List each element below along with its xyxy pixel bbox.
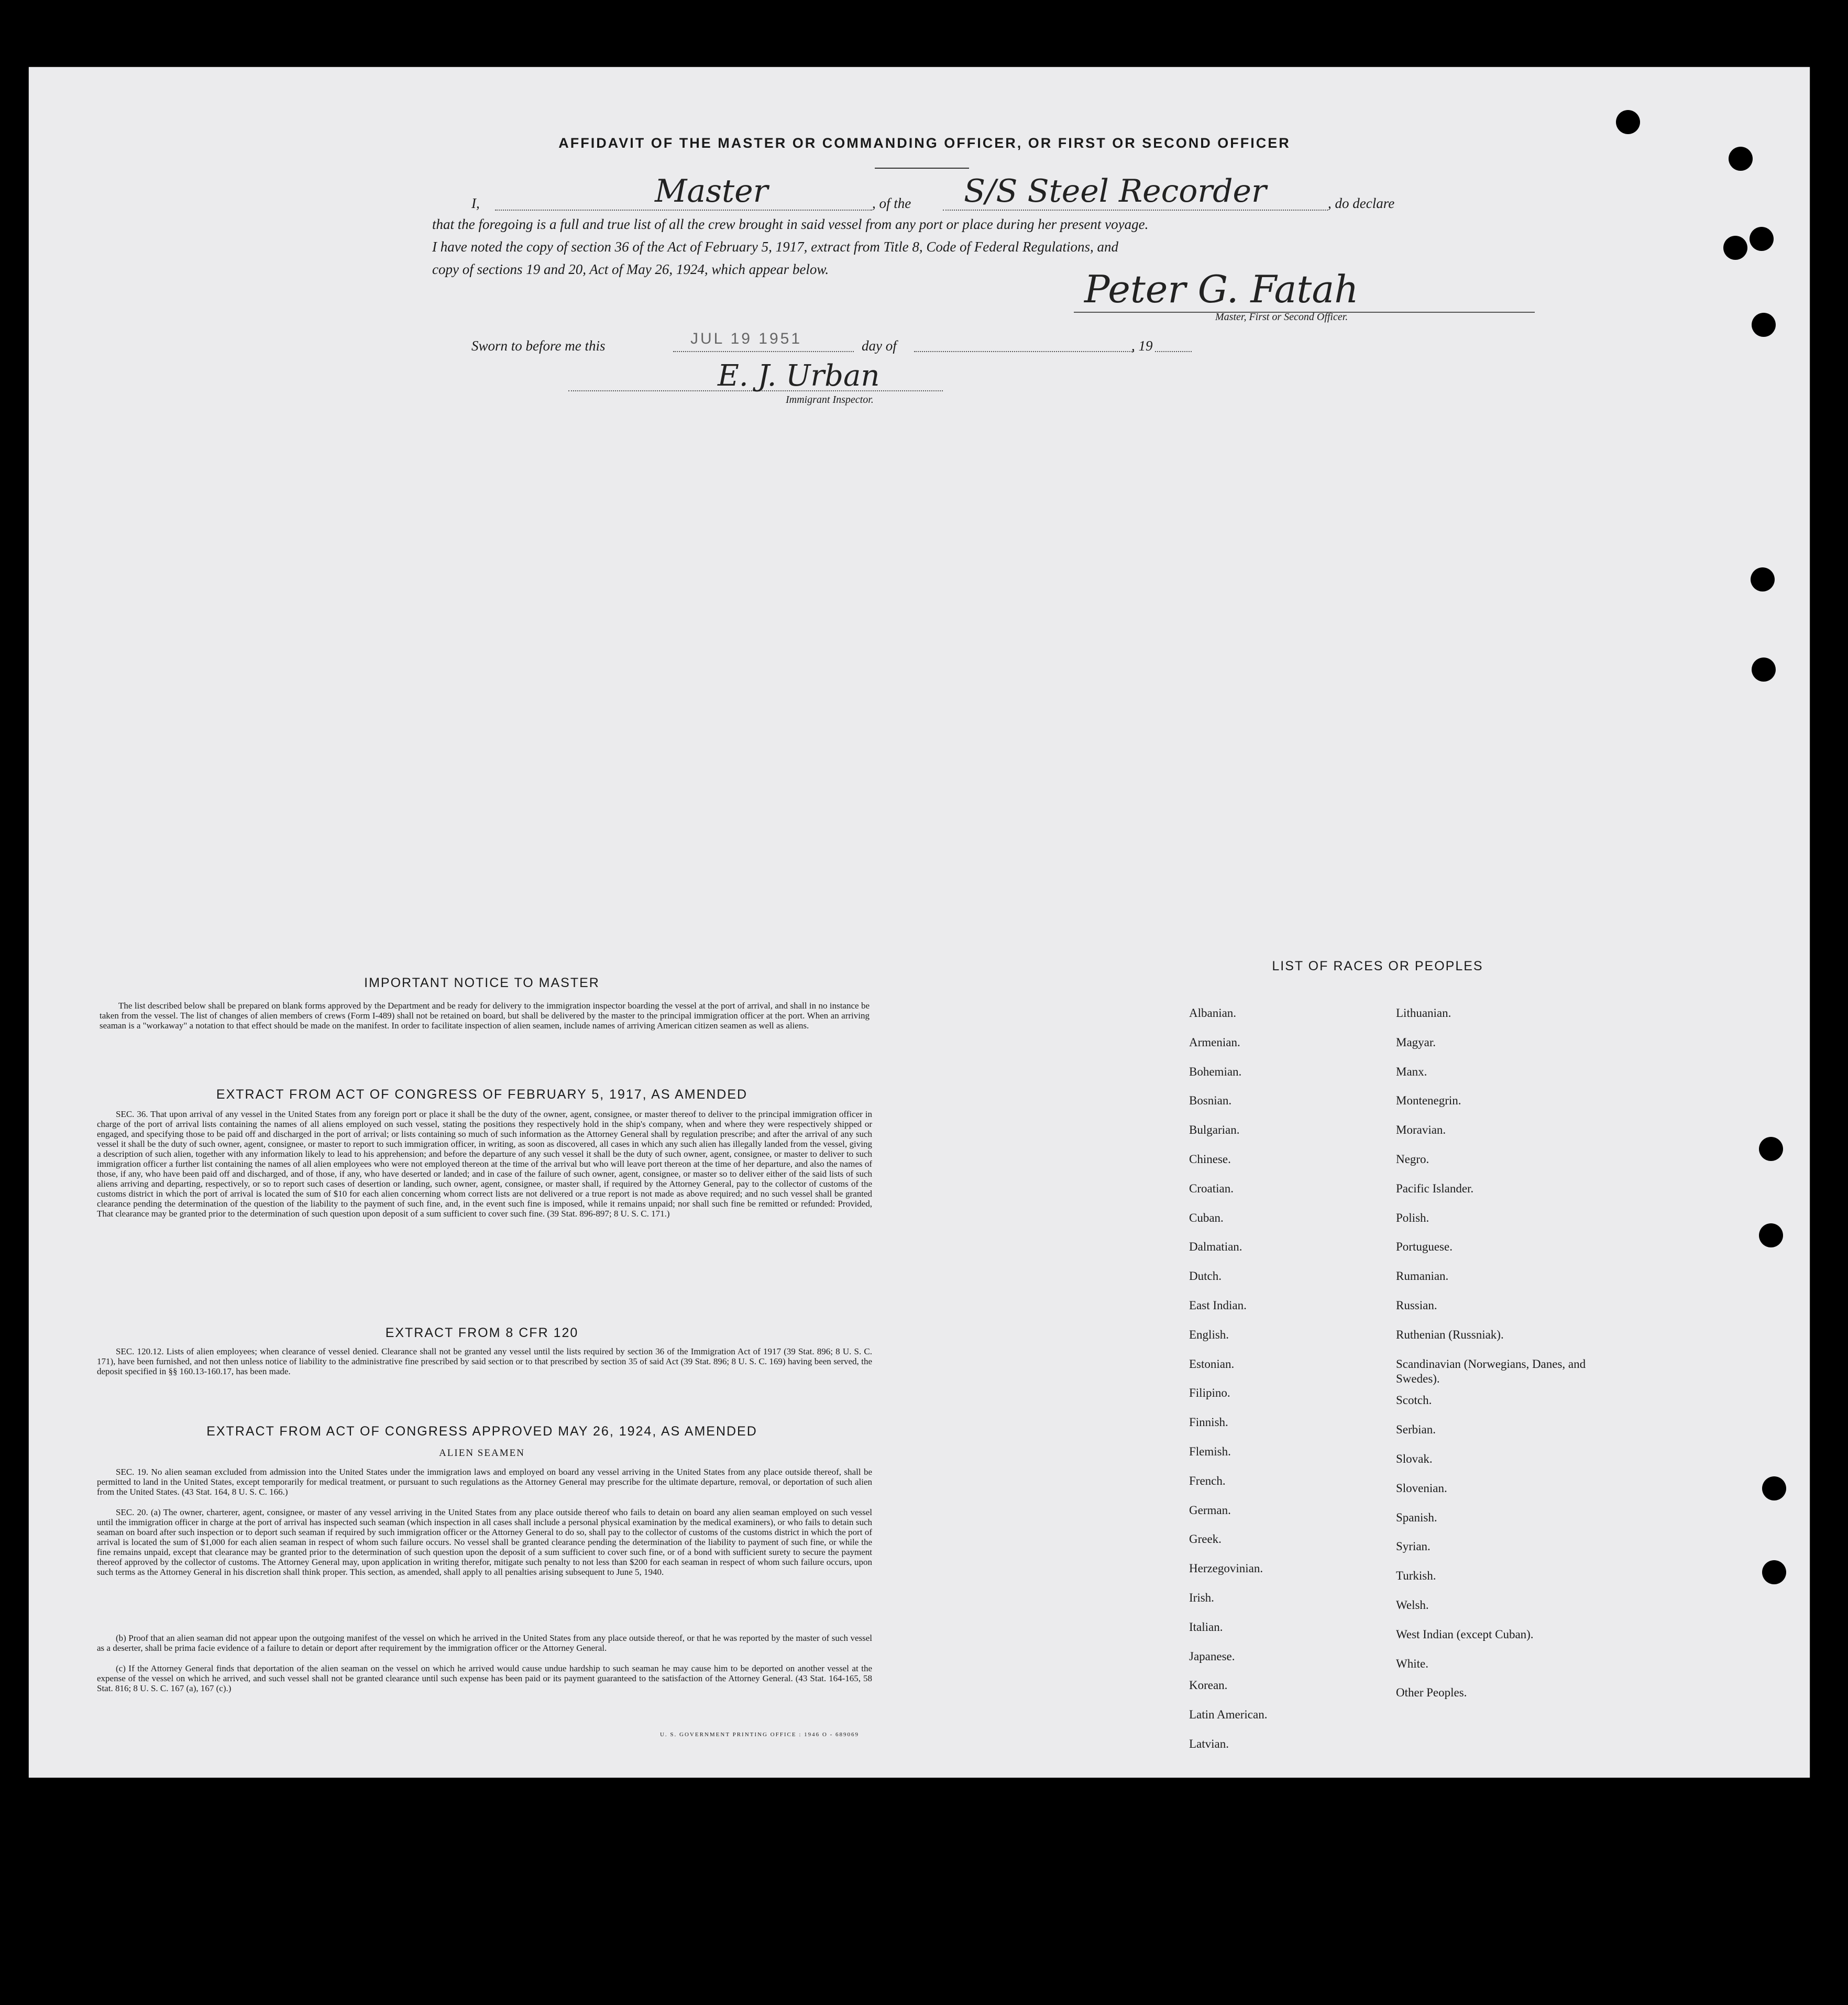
race-right-item: Scotch. [1396, 1394, 1432, 1407]
month-line [914, 351, 1134, 352]
punch-hole [1752, 313, 1776, 337]
punch-hole [1759, 1137, 1783, 1161]
master-signature: Peter G. Fatah [1084, 267, 1359, 311]
race-right-item: Manx. [1396, 1065, 1427, 1078]
race-right-item: Lithuanian. [1396, 1006, 1451, 1020]
race-right-item: Turkish. [1396, 1569, 1436, 1583]
extract-1924-para-1: SEC. 19. No alien seaman excluded from admission into the United States under the immigration laws and employed on board any vessel arriving in the United States from any place outside thereof, shall be permitted to land in the United States, except temporarily for medical treatment, or pursuant to such regulations as the Attorney General may prescribe for the ultimate departure, removal, or deportation of such alien from the United States. (43 Stat. 164, 8 U. S. C. 166.) [97, 1467, 872, 1497]
race-right-item: Slovak. [1396, 1452, 1433, 1465]
race-left-item: Croatian. [1189, 1181, 1234, 1195]
races-title: LIST OF RACES OR PEOPLES [1272, 959, 1483, 973]
extract-1917-text: SEC. 36. That upon arrival of any vessel in the United States from any foreign port or place it shall be the duty of the owner, agent, consignee, or master thereof to deliver to the principal immigration officer in charge of the port of arrival lists containing the names of all aliens employed on such vessel, stating the positions they respectively hold in the ship's company, when and where they were respectively shipped or engaged, and specifying those to be paid off and discharged in the port of arrival; or lists containing so much of such information as the Attorney General shall by regulation prescribe; and after the arrival of any such vessel it shall be the duty of such owner, agent, consignee, or master to report to such immigration officer, in writing, as soon as discovered, all cases in which any such alien has illegally landed from the vessel, giving a description of such alien, together with any information likely to lead to his apprehension; and before the departure of any such vessel it shall be the duty of such owner, agent, consignee, or master to deliver to such immigration officer a further list containing the names of all alien employees who were not employed thereon at the time of the arrival but who will leave port thereon at the time of her departure, and also the names of those, if any, who have been paid off and discharged, and of those, if any, who have deserted or landed; and in case of the failure of such owner, agent, consignee, or master so to deliver either of the said lists of such aliens arriving and departing, respectively, or so to report such cases of desertion or landing, such owner, agent, consignee, or master shall, if required by the Attorney General, pay to the collector of customs of the customs district in which the port of arrival is located the sum of $10 for each alien concerning whom correct lists are not delivered or a true report is not made as above required; and no such vessel shall be granted clearance pending the determination of the question of the liability to the payment of such fine, and, in the event such fine is imposed, while it remains unpaid; nor shall such fine be remitted or refunded: Provided, That clearance may be granted prior to the determination of such question upon deposit of a sum sufficient to cover such fine. (39 Stat. 896-897; 8 U. S. C. 171.) [97, 1109, 872, 1219]
punch-hole [1616, 110, 1640, 134]
day-of-label: day of [862, 338, 897, 354]
punch-hole [1759, 1223, 1783, 1247]
sworn-date-line [673, 351, 854, 352]
race-left-item: Latvian. [1189, 1737, 1229, 1750]
extract-cfr-text: SEC. 120.12. Lists of alien employees; when clearance of vessel denied. Clearance shall not be granted any vessel until the lists required by section 36 of the Immigration Act of 1917 (39 Stat. 896; 8 U. S. C. 171), have been furnished, and not then unless notice of liability to the administrative fine prescribed by said section or to that prescribed by section 35 of said Act (39 Stat. 896; 8 U. S. C. 169) having been served, the deposit specified in §§ 160.13-160.17, has been made. [97, 1346, 872, 1376]
race-right-item: Other Peoples. [1396, 1686, 1467, 1700]
extract-1924-para-4: (c) If the Attorney General finds that deportation of the alien seaman on the vessel on which he arrived would cause undue hardship to such seaman he may cause him to be deported on another vessel at the expense of the vessel on which he arrived, and such vessel shall not be granted clearance until such expense has been paid or its payment guaranteed to the satisfaction of the Attorney General. (43 Stat. 164-165, 58 Stat. 816; 8 U. S. C. 167 (a), 167 (c).) [97, 1663, 872, 1693]
of-the-label: , of the [872, 195, 911, 211]
vessel-handwritten: S/S Steel Recorder [964, 173, 1267, 210]
race-left-item: Cuban. [1189, 1211, 1224, 1224]
race-right-item: Slovenian. [1396, 1481, 1447, 1495]
affidavit-body-line-3: copy of sections 19 and 20, Act of May 26, 1924, which appear below. [432, 261, 829, 277]
race-right-item: Magyar. [1396, 1035, 1436, 1049]
races-left-column [1189, 999, 1378, 1759]
date-stamp: JUL 19 1951 [690, 330, 802, 347]
punch-hole [1751, 567, 1775, 591]
race-left-item: Dalmatian. [1189, 1240, 1242, 1254]
extract-1924-title: EXTRACT FROM ACT OF CONGRESS APPROVED MAY 26, 1924, AS AMENDED [206, 1424, 757, 1439]
punch-hole [1750, 227, 1774, 251]
race-left-item: Herzegovinian. [1189, 1562, 1263, 1575]
race-left-item: Irish. [1189, 1591, 1214, 1604]
officer-line [495, 210, 872, 211]
notice-title: IMPORTANT NOTICE TO MASTER [364, 976, 600, 990]
race-right-item: Pacific Islander. [1396, 1181, 1474, 1195]
sworn-label: Sworn to before me this [471, 338, 606, 354]
race-right-item: Negro. [1396, 1152, 1429, 1166]
extract-cfr-title: EXTRACT FROM 8 CFR 120 [385, 1325, 579, 1340]
affidavit-body-line-2: I have noted the copy of section 36 of the Act of February 5, 1917, extract from Title 8, Code of Federal Regulations, and [432, 239, 1119, 255]
race-left-item: Japanese. [1189, 1649, 1235, 1663]
punch-hole [1762, 1560, 1786, 1584]
inspector-signature: E. J. Urban [718, 359, 880, 393]
race-left-item: Bohemian. [1189, 1065, 1242, 1078]
printer-imprint: U. S. GOVERNMENT PRINTING OFFICE : 1946 O - 689069 [659, 1732, 859, 1738]
race-right-item: Welsh. [1396, 1598, 1429, 1612]
title-rule [875, 168, 969, 169]
race-left-item: Dutch. [1189, 1269, 1222, 1283]
punch-hole [1723, 236, 1747, 260]
race-left-item: Latin American. [1189, 1708, 1268, 1722]
race-right-item: White. [1396, 1657, 1428, 1670]
race-right-item: Polish. [1396, 1211, 1429, 1224]
race-left-item: Bosnian. [1189, 1094, 1232, 1108]
extract-1924-subtitle: ALIEN SEAMEN [439, 1448, 525, 1459]
race-right-item: Rumanian. [1396, 1269, 1449, 1283]
extract-1924-para-2: SEC. 20. (a) The owner, charterer, agent, consignee, or master of any vessel arriving in the United States from any place outside thereof who fails to detain on board any alien seaman employed on such vessel until the immigration officer in charge at the port of arrival has inspected such seaman (which inspection in all cases shall include a personal physical examination by the medical examiners), or who fails to detain such seaman on board after such inspection or to deport such seaman if required by such immigration officer or the Attorney General to do so, shall pay to the collector of customs of the customs district in which the port of arrival is located the sum of $1,000 for each alien seaman in respect of whom such failure occurs. No vessel shall be granted clearance pending the determination of the liability to payment of such fine, or while the fine remains unpaid, except that clearance may be granted prior to the determination of such question upon the deposit of a sum sufficient to cover such fine, or of a bond with sufficient surety to secure the payment thereof approved by the collector of customs. The Attorney General may, upon application in writing therefor, mitigate such penalty to not less than $200 for each seaman in respect of whom such failure occurs, upon such terms as the Attorney General in his discretion shall think proper. This section, as amended, shall apply to all penalties arising subsequent to June 5, 1940. [97, 1507, 872, 1577]
officer-handwritten: Master [655, 173, 768, 210]
signature-caption: Master, First or Second Officer. [1215, 311, 1348, 323]
races-right-column [1396, 999, 1626, 1707]
race-right-item: Spanish. [1396, 1510, 1437, 1524]
affidavit-title: AFFIDAVIT OF THE MASTER OR COMMANDING OFFICER, OR FIRST OR SECOND OFFICER [558, 135, 1291, 151]
race-left-item: Armenian. [1189, 1035, 1240, 1049]
extract-1924-para-3: (b) Proof that an alien seaman did not appear upon the outgoing manifest of the vessel on which he arrived in the United States from any place outside thereof, or that he was reported by the master of such vessel as a deserter, shall be prima facie evidence of a failure to detain or deport after requirement by the immigration officer or the Attorney General. [97, 1633, 872, 1653]
race-left-item: German. [1189, 1503, 1231, 1517]
race-left-item: Estonian. [1189, 1357, 1235, 1371]
race-right-item: Scandinavian (Norwegians, Danes, and Swedes). [1396, 1357, 1586, 1385]
race-left-item: Chinese. [1189, 1152, 1231, 1166]
race-left-item: Filipino. [1189, 1386, 1230, 1400]
extract-1917-title: EXTRACT FROM ACT OF CONGRESS OF FEBRUARY 5, 1917, AS AMENDED [216, 1087, 748, 1102]
affidavit-body-line-1: that the foregoing is a full and true list of all the crew brought in said vessel from any port or place during her present voyage. [432, 216, 1149, 232]
race-right-item: Ruthenian (Russniak). [1396, 1328, 1504, 1341]
vessel-line [943, 210, 1328, 211]
year-line [1155, 351, 1192, 352]
race-left-item: Korean. [1189, 1679, 1228, 1692]
race-left-item: English. [1189, 1328, 1229, 1341]
punch-hole [1729, 147, 1753, 171]
race-right-item: Russian. [1396, 1298, 1437, 1312]
notice-text: The list described below shall be prepared on blank forms approved by the Department and be ready for delivery to the immigration inspector boarding the vessel at the port of arrival, and shall in no instance be taken from the vessel. The list of changes of alien members of crews (Form I-489) shall not be retained on board, but shall be delivered by the master to the principal immigration officer at the port. When an arriving seaman is a "workaway" a notation to that effect should be made on the manifest. In order to facilitate inspection of alien seamen, include names of arriving American citizen seamen as well as aliens. [100, 1001, 870, 1031]
race-right-item: West Indian (except Cuban). [1396, 1627, 1534, 1641]
race-left-item: East Indian. [1189, 1298, 1247, 1312]
race-left-item: Bulgarian. [1189, 1123, 1240, 1137]
year-label: , 19 [1131, 338, 1153, 354]
do-declare-label: , do declare [1328, 195, 1395, 211]
punch-hole [1762, 1476, 1786, 1500]
race-right-item: Portuguese. [1396, 1240, 1453, 1254]
i-label: I, [471, 195, 480, 211]
race-left-item: French. [1189, 1474, 1226, 1487]
race-left-item: Italian. [1189, 1620, 1223, 1634]
inspector-caption: Immigrant Inspector. [786, 394, 874, 406]
race-left-item: Flemish. [1189, 1444, 1231, 1458]
race-right-item: Syrian. [1396, 1540, 1431, 1553]
race-left-item: Greek. [1189, 1532, 1222, 1546]
race-right-item: Moravian. [1396, 1123, 1446, 1137]
race-left-item: Finnish. [1189, 1416, 1228, 1429]
race-left-item: Albanian. [1189, 1006, 1237, 1020]
race-right-item: Montenegrin. [1396, 1094, 1461, 1108]
race-right-item: Serbian. [1396, 1423, 1436, 1437]
punch-hole [1752, 658, 1776, 682]
